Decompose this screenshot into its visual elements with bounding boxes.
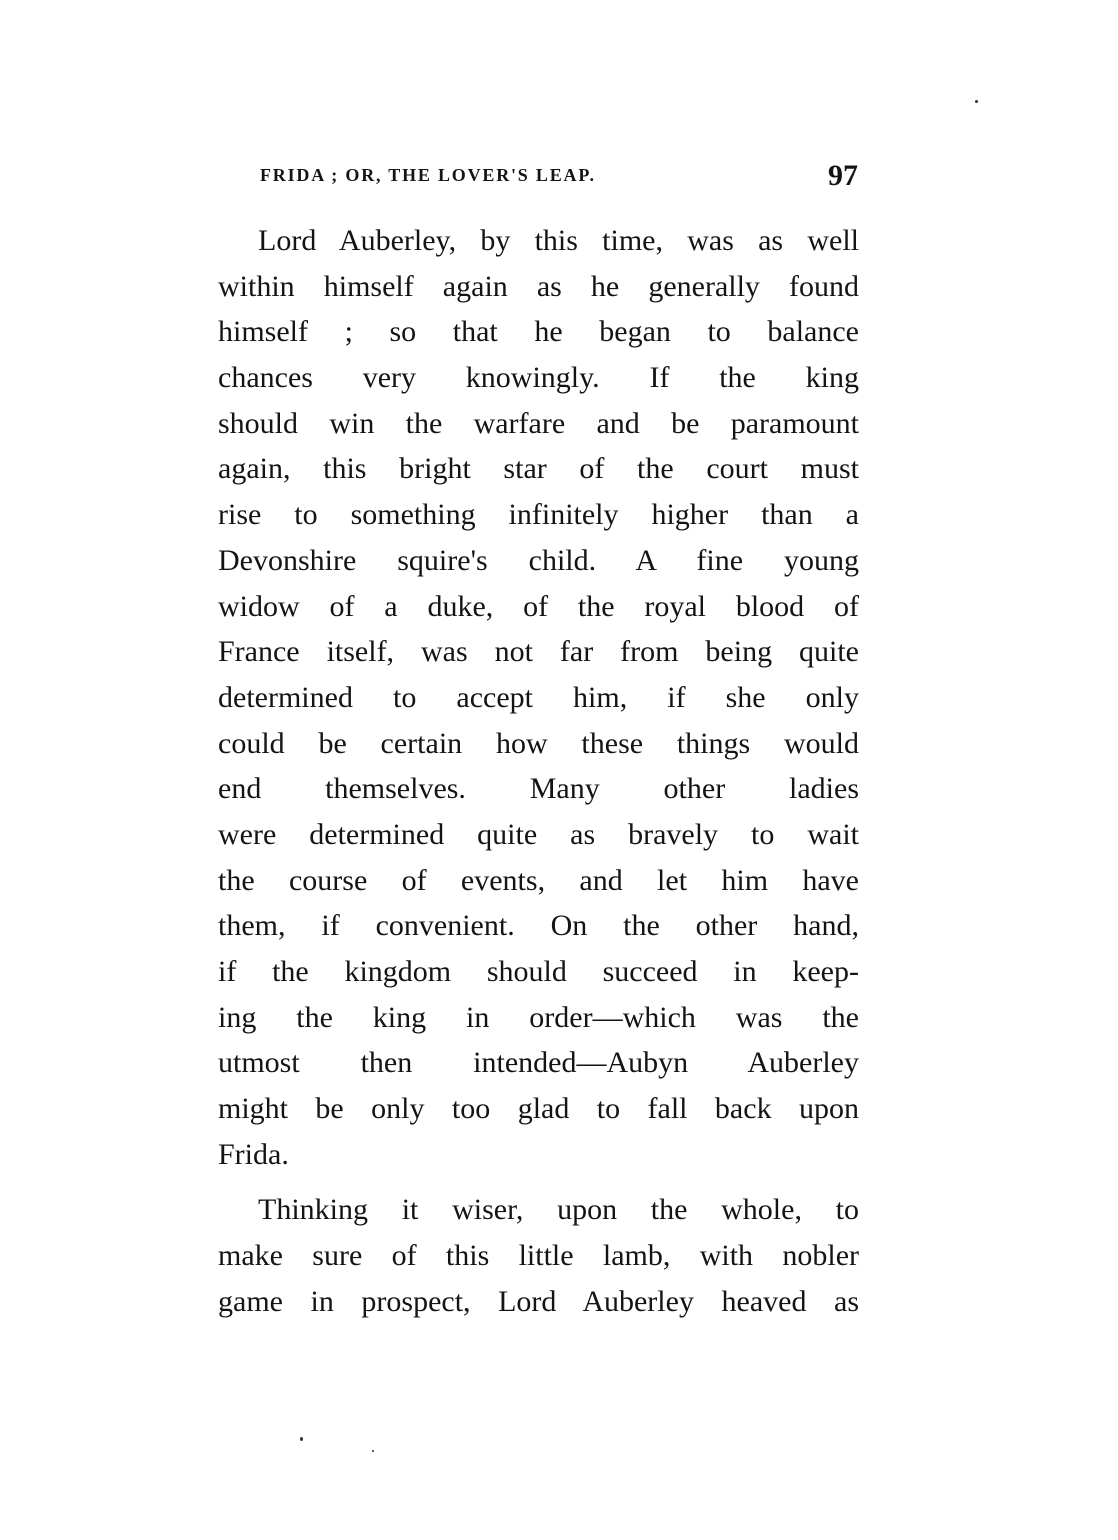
paragraph-break [218,1177,859,1187]
text-line: them, if convenient. On the other hand, [218,909,859,943]
text-line: ing the king in order—which was the [218,1000,859,1034]
text-line: were determined quite as bravely to wait [218,817,859,851]
text-line: Devonshire squire's child. A fine young [218,543,859,577]
text-line: himself ; so that he began to balance [218,315,859,349]
text-line: if the kingdom should succeed in keep- [218,955,859,988]
text-line: could be certain how these things would [218,726,859,760]
text-line: rise to something infinitely higher than a [218,498,859,532]
running-head-title: FRIDA ; OR, THE LOVER'S LEAP. [260,165,596,185]
running-head [260,159,858,201]
text-line: chances very knowingly. If the king [218,361,859,395]
text-line: within himself again as he generally found [218,269,859,303]
text-line: should win the warfare and be paramount [218,406,859,440]
text-line: end themselves. Many other ladies [218,772,859,806]
text-line: the course of events, and let him have [218,863,859,897]
text-line: again, this bright star of the court must [218,452,859,486]
text-line: determined to accept him, if she only [218,680,859,714]
text-line: make sure of this little lamb, with nobler [218,1239,859,1273]
text-line: Frida. [218,1137,289,1171]
body-text [218,218,859,1325]
text-line: game in prospect, Lord Auberley heaved as [218,1284,859,1318]
text-line: Thinking it wiser, upon the whole, to [258,1193,859,1227]
text-line: Lord Auberley, by this time, was as well [258,224,859,257]
text-line: France itself, was not far from being quite [218,635,859,669]
text-line: might be only too glad to fall back upon [218,1092,859,1126]
scan-speck [975,100,978,103]
scan-speck [372,1450,374,1452]
text-line: widow of a duke, of the royal blood of [218,589,859,623]
page-number: 97 [828,159,858,192]
text-line: utmost then intended—Aubyn Auberley [218,1046,859,1080]
scan-speck [300,1437,303,1441]
